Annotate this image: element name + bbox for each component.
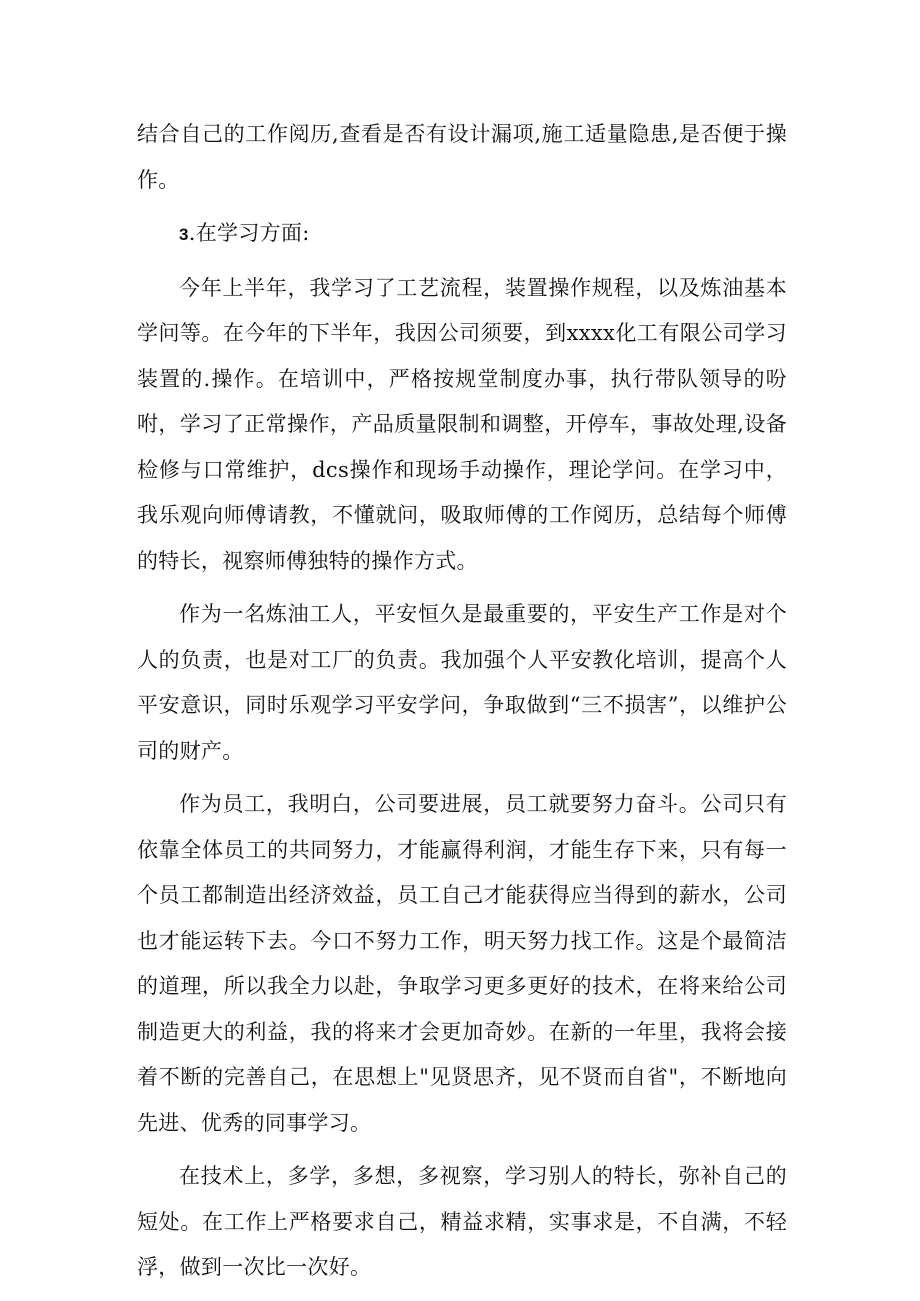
- section-heading-text: .在学习方面:: [188, 221, 310, 245]
- document-body: [137, 112, 787, 1291]
- paragraph-continued: 结合自己的工作阅历,查看是否有设计漏项,施工适量隐患,是否便于操作。: [137, 122, 787, 192]
- paragraph-study: 今年上半年，我学习了工艺流程，装置操作规程，以及炼油基本学问等。在今年的下半年，我因公司须要，到xxxx化工有限公司学习装置的.操作。在培训中，严格按规堂制度办事，执行带队领导的吩咐，学习了正常操作，产品质量限制和调整，开停车，事故处理,设备检修与口常维护，dcs操作和现场手动操作，理论学问。在学习中，我乐观向师傅请教，不懂就问，吸取师傅的工作阅历，总结每个师傅的特长，视察师傅独特的操作方式。: [137, 275, 787, 573]
- paragraph-safety: 作为一名炼油工人，平安恒久是最重要的，平安生产工作是对个人的负责，也是对工厂的负责。我加强个人平安教化培训，提高个人平安意识，同时乐观学习平安学问，争取做到“三不损害”，以维护公司的财产。: [137, 602, 787, 763]
- section-heading-study: [137, 211, 787, 258]
- paragraph-employee: 作为员工，我明白，公司要进展，员工就要努力奋斗。公司只有依靠全体员工的共同努力，才能赢得利润，才能生存下来，只有每一个员工都制造出经济效益，员工自己才能获得应当得到的薪水，公司也才能运转下去。今口不努力工作，明天努力找工作。这是个最简洁的道理，所以我全力以赴，争取学习更多更好的技术，在将来给公司制造更大的利益，我的将来才会更加奇妙。在新的一年里，我将会接着不断的完善自己，在思想上"见贤思齐，见不贤而自省"，不断地向先进、优秀的同事学习。: [137, 792, 787, 1135]
- section-number: 3: [179, 225, 189, 244]
- paragraph-technical: 在技术上，多学，多想，多视察，学习别人的特长，弥补自己的短处。在工作上严格要求自己，精益求精，实事求是，不自满，不轻浮，做到一次比一次好。: [137, 1164, 787, 1279]
